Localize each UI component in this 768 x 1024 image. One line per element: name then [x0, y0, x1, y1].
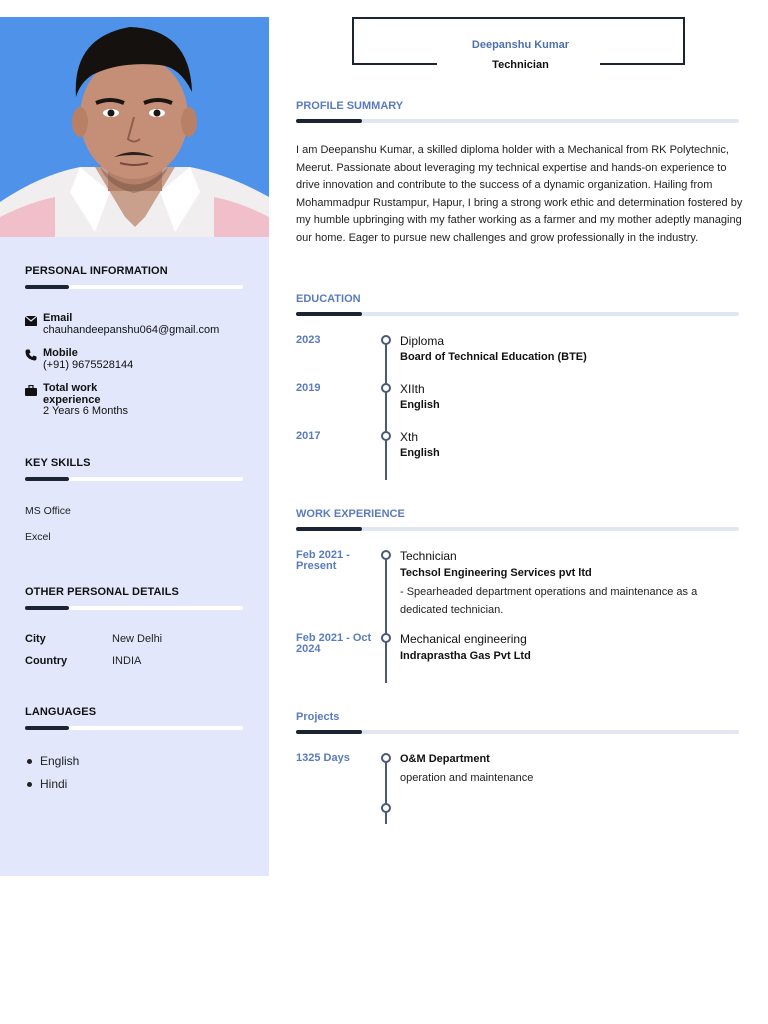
work-company: Techsol Engineering Services pvt ltd [400, 567, 592, 579]
country-value: INDIA [112, 655, 142, 667]
key-skills-title: KEY SKILLS [25, 457, 91, 469]
work-date-start: Feb 2021 - Oct [296, 632, 372, 644]
name-header [352, 17, 685, 71]
education-board: English [400, 399, 440, 411]
section-divider [296, 527, 739, 531]
profile-summary-text: I am Deepanshu Kumar, a skilled diploma holder with a Mechanical from RK Polytechnic, Meerut. Passionate about leveraging my technical expertise and hands-on experience to drive innovation and contribute to the success of a dynamic organization. Hailing from Mohammadpur Rustampur, Hapur, I bring a strong work ethic and determination fostered by my humble upbringing with my father working as a farmer and my mother adeptly managing our home. Eager to pursue new challenges and grow professionally in the industry. [296, 144, 743, 244]
email-label: Email [43, 312, 73, 324]
work-date-start: Feb 2021 - [296, 549, 350, 561]
section-divider [296, 119, 739, 123]
email-value[interactable]: chauhandeepanshu064@gmail.com [43, 323, 220, 336]
education-timeline [385, 340, 387, 480]
section-divider [296, 312, 739, 316]
envelope-icon [25, 313, 37, 325]
sidebar [0, 17, 269, 876]
education-board: English [400, 447, 440, 459]
skill-item: MS Office [25, 505, 71, 517]
work-date-end: Present [296, 560, 337, 572]
education-year: 2017 [296, 430, 321, 442]
timeline-dot [381, 753, 391, 763]
other-details-title: OTHER PERSONAL DETAILS [25, 586, 179, 598]
experience-label-line2: experience [43, 393, 101, 406]
work-role: Technician [400, 549, 457, 563]
timeline-dot [381, 431, 391, 441]
mobile-label: Mobile [43, 347, 78, 359]
personal-information-title: PERSONAL INFORMATION [25, 265, 168, 277]
section-divider [25, 606, 243, 610]
education-title: EDUCATION [296, 293, 361, 305]
projects-title: Projects [296, 711, 340, 723]
project-name: O&M Department [400, 753, 490, 765]
city-label: City [25, 633, 46, 645]
language-label: English [40, 754, 80, 768]
candidate-role: Technician [492, 59, 549, 71]
education-degree: XIIth [400, 382, 425, 396]
city-value: New Delhi [112, 633, 163, 645]
timeline-dot [381, 383, 391, 393]
work-description: - Spearheaded department operations and maintenance as a dedicated technician. [400, 586, 698, 616]
section-divider [296, 730, 739, 734]
work-role: Mechanical engineering [400, 632, 527, 646]
timeline-dot [381, 633, 391, 643]
work-timeline [385, 555, 387, 683]
education-board: Board of Technical Education (BTE) [400, 351, 587, 363]
work-date-end: 2024 [296, 643, 321, 655]
project-duration: 1325 Days [296, 752, 350, 764]
timeline-dot [381, 803, 391, 813]
mobile-value[interactable]: (+91) 9675528144 [43, 358, 134, 371]
section-divider [25, 285, 243, 289]
section-divider [25, 477, 243, 481]
projects-timeline [385, 758, 387, 824]
language-label: Hindi [40, 777, 68, 791]
education-degree: Diploma [400, 334, 445, 348]
profile-summary-title: PROFILE SUMMARY [296, 100, 404, 112]
skill-item: Excel [25, 531, 51, 543]
languages-title: LANGUAGES [25, 706, 97, 718]
education-year: 2019 [296, 382, 321, 394]
education-year: 2023 [296, 334, 321, 346]
work-experience-title: WORK EXPERIENCE [296, 508, 405, 520]
experience-value: 2 Years 6 Months [43, 405, 129, 417]
project-description: operation and maintenance [400, 772, 534, 784]
timeline-dot [381, 335, 391, 345]
experience-label-line1: Total work [43, 382, 98, 394]
country-label: Country [25, 655, 68, 667]
work-company: Indraprastha Gas Pvt Ltd [400, 650, 531, 662]
education-degree: Xth [400, 430, 419, 444]
briefcase-icon [25, 383, 37, 395]
phone-icon [25, 348, 37, 360]
profile-photo [0, 17, 269, 237]
timeline-dot [381, 550, 391, 560]
candidate-name: Deepanshu Kumar [471, 39, 570, 51]
section-divider [25, 726, 243, 730]
